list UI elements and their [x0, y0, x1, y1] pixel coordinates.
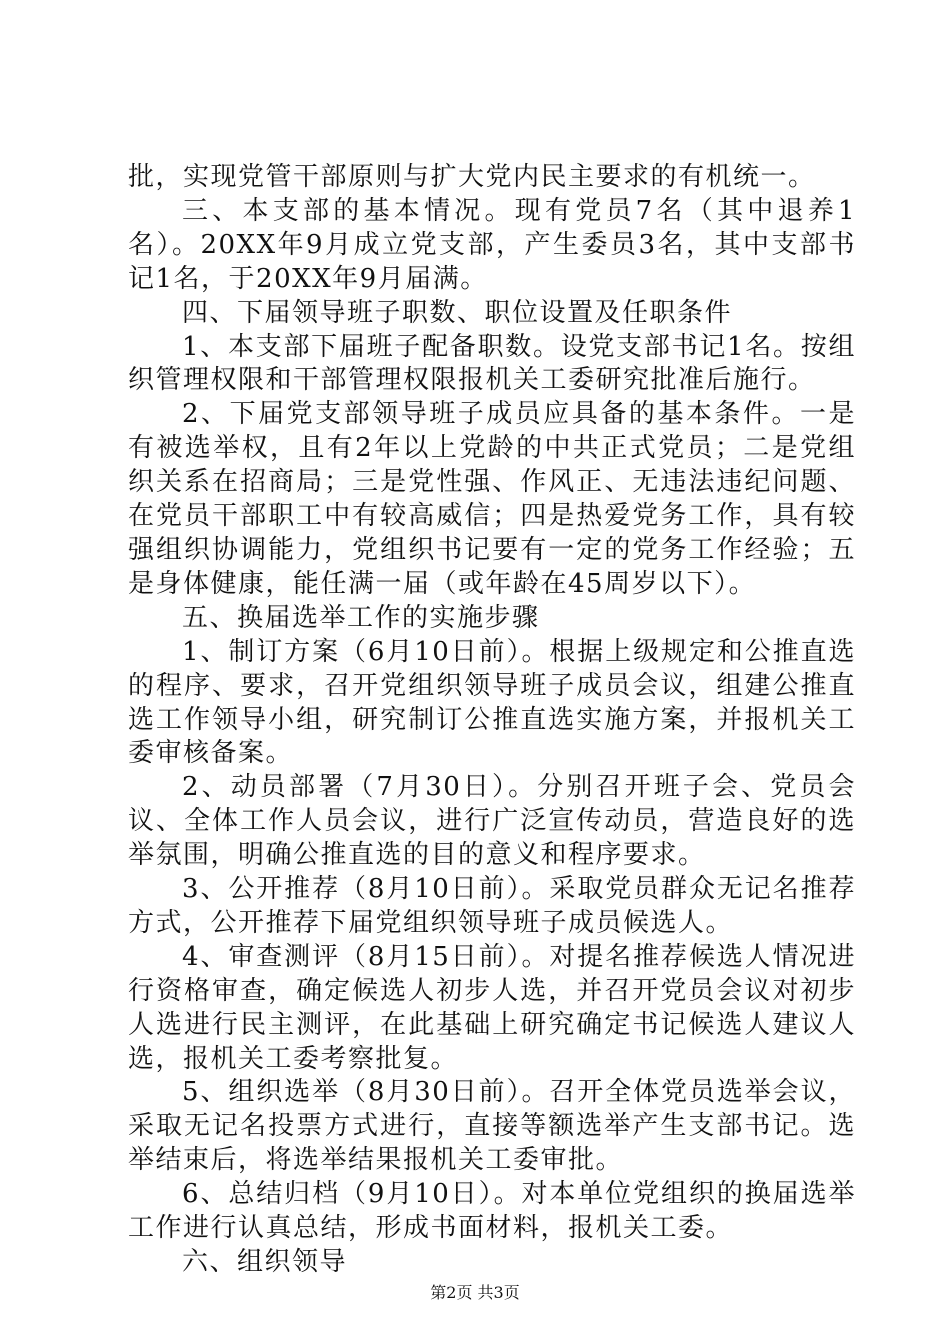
heading-section-5: 五、换届选举工作的实施步骤: [182, 602, 540, 633]
paragraph-5-2: 2、动员部署（7月30日）。分别召开班子会、党员会议、全体工作人员会议，进行广泛宣传动员，营造良好的选举氛围，明确公推直选的目的意义和程序要求。: [128, 772, 856, 871]
paragraph-section-3: 三、本支部的基本情况。现有党员7名（其中退养1名）。20XX年9月成立党支部，产生委员3名，其中支部书记1名，于20XX年9月届满。: [128, 195, 856, 294]
paragraph-5-1: 1、制订方案（6月10日前）。根据上级规定和公推直选的程序、要求，召开党组织领导班子成员会议，组建公推直选工作领导小组，研究制订公推直选实施方案，并报机关工委审核备案。: [128, 636, 856, 769]
paragraph-4-1: 1、本支部下届班子配备职数。设党支部书记1名。按组织管理权限和干部管理权限报机关工委研究批准后施行。: [128, 331, 856, 396]
heading-section-6: 六、组织领导: [182, 1247, 348, 1277]
document-body: [128, 161, 856, 1280]
page-footer: [0, 1283, 950, 1303]
heading-section-4: 四、下届领导班子职数、职位设置及任职条件: [182, 297, 733, 328]
paragraph-continuation: 批，实现党管干部原则与扩大党内民主要求的有机统一。: [128, 162, 816, 192]
paragraph-5-3: 3、公开推荐（8月10日前）。采取党员群众无记名推荐方式，公开推荐下届党组织领导班子成员候选人。: [128, 874, 856, 938]
paragraph-5-4: 4、审查测评（8月15日前）。对提名推荐候选人情况进行资格审查，确定候选人初步人选，并召开党员会议对初步人选进行民主测评，在此基础上研究确定书记候选人建议人选，报机关工委考察批复。: [128, 941, 856, 1074]
paragraph-5-6: 6、总结归档（9月10日）。对本单位党组织的换届选举工作进行认真总结，形成书面材料，报机关工委。: [128, 1179, 856, 1244]
paragraph-5-5: 5、组织选举（8月30日前）。召开全体党员选举会议，采取无记名投票方式进行，直接等额选举产生支部书记。选举结束后，将选举结果报机关工委审批。: [128, 1077, 856, 1176]
paragraph-4-2: 2、下届党支部领导班子成员应具备的基本条件。一是有被选举权，且有2年以上党龄的中共正式党员；二是党组织关系在招商局；三是党性强、作风正、无违法违纪问题、在党员干部职工中有较高威信；四是热爱党务工作，具有较强组织协调能力，党组织书记要有一定的党务工作经验；五是身体健康，能任满一届（或年龄在45周岁以下）。: [128, 399, 856, 599]
page-number-indicator: 第2页 共3页: [430, 1283, 520, 1302]
